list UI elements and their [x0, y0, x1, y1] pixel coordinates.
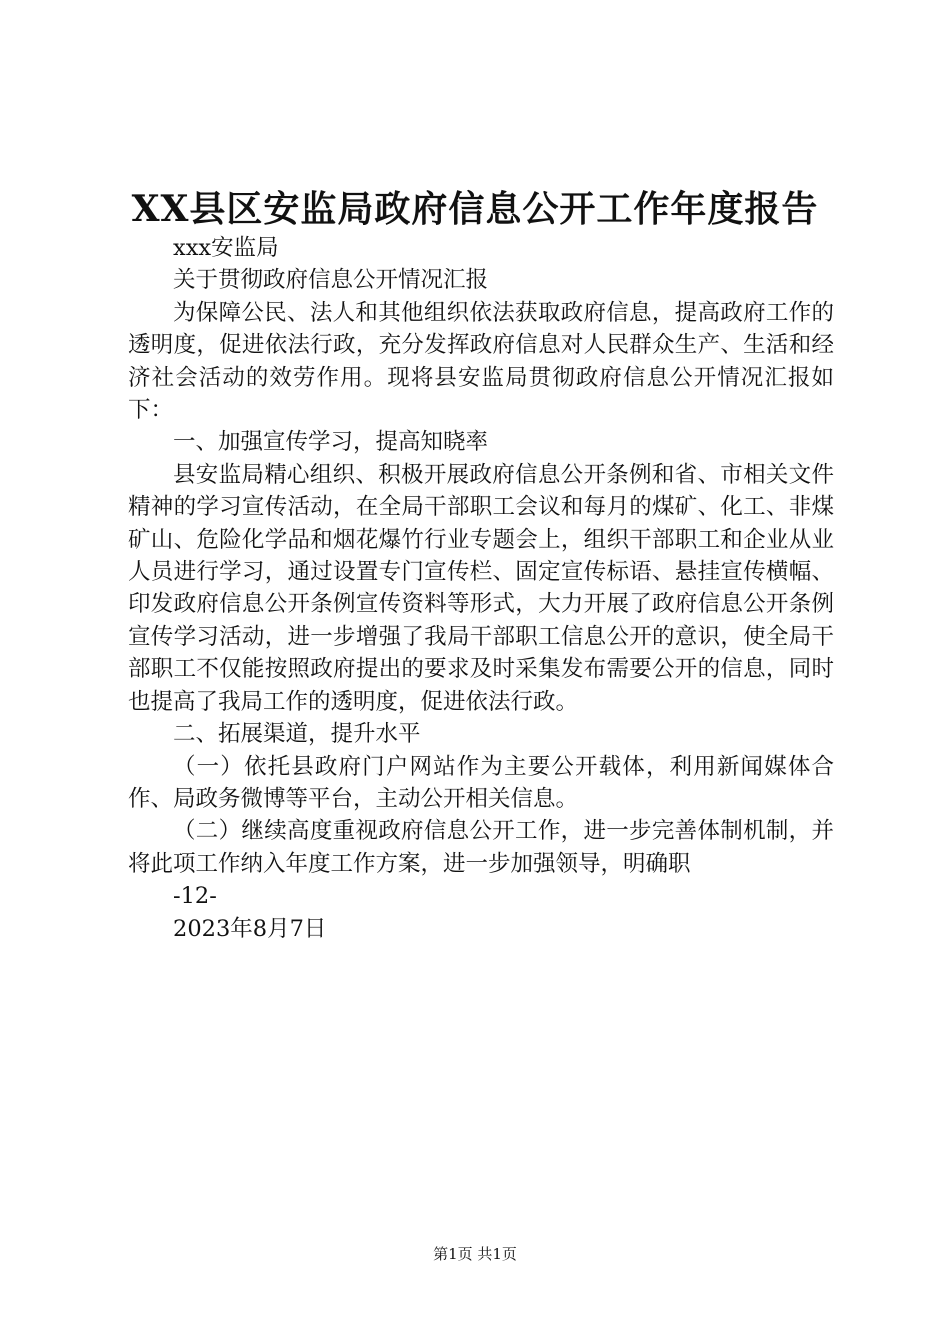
section-2-item-1: （一）依托县政府门户网站作为主要公开载体，利用新闻媒体合作、局政务微博等平台，主动公开相关信息。	[128, 753, 834, 812]
issuer-line: xxx安监局	[173, 235, 279, 261]
document-date: 2023年8月7日	[173, 915, 327, 942]
intro-paragraph: 为保障公民、法人和其他组织依法获取政府信息，提高政府工作的透明度，促进依法行政，充分发挥政府信息对人民群众生产、生活和经济社会活动的效劳作用。现将县安监局贯彻政府信息公开情况汇报如下：	[128, 299, 834, 424]
section-heading-1: 一、加强宣传学习，提高知晓率	[173, 429, 489, 456]
page-footer: 第1页 共1页	[433, 1245, 517, 1263]
section-1-paragraph: 县安监局精心组织、积极开展政府信息公开条例和省、市相关文件精神的学习宣传活动，在全局干部职工会议和每月的煤矿、化工、非煤矿山、危险化学品和烟花爆竹行业专题会上，组织干部职工和企业从业人员进行学习，通过设置专门宣传栏、固定宣传标语、悬挂宣传横幅、印发政府信息公开条例宣传资料等形式，大力开展了政府信息公开条例宣传学习活动，进一步增强了我局干部职工信息公开的意识，使全局干部职工不仅能按照政府提出的要求及时采集发布需要公开的信息，同时也提高了我局工作的透明度，促进依法行政。	[128, 461, 834, 715]
page-number-marker: -12-	[173, 883, 217, 910]
section-heading-2: 二、拓展渠道，提升水平	[173, 721, 421, 748]
subtitle-line: 关于贯彻政府信息公开情况汇报	[173, 267, 489, 294]
document-title: XX县区安监局政府信息公开工作年度报告	[131, 188, 819, 230]
document-body	[128, 232, 834, 945]
section-2-item-2: （二）继续高度重视政府信息公开工作，进一步完善体制机制，并将此项工作纳入年度工作方案，进一步加强领导，明确职	[128, 818, 834, 877]
